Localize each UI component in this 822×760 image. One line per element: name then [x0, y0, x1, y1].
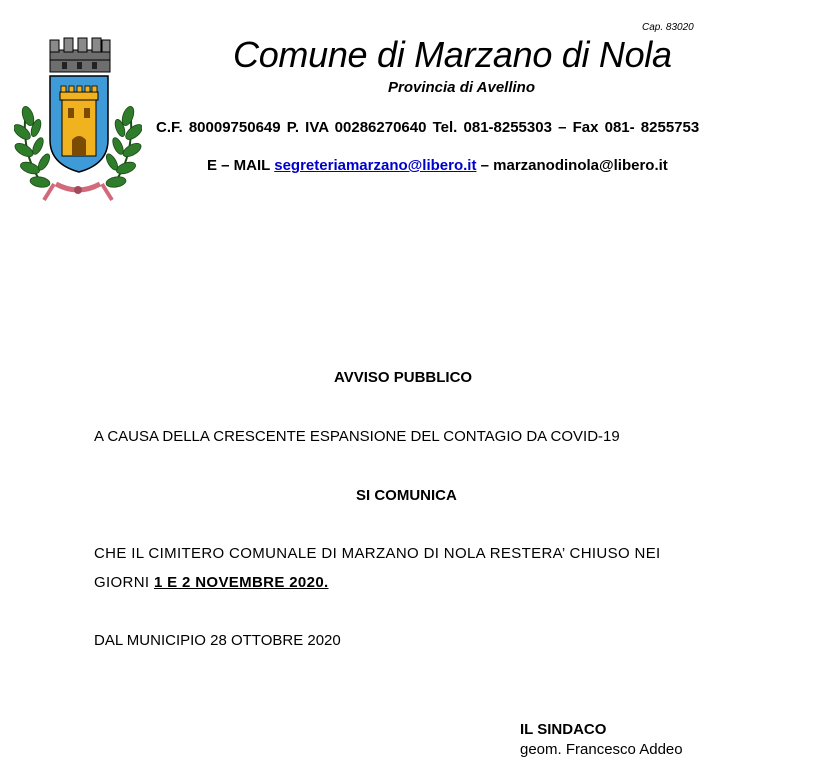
email-prefix: E – MAIL: [207, 157, 275, 174]
email-separator: –: [476, 157, 494, 174]
mural-crown-icon: [50, 38, 110, 72]
issue-date-line: DAL MUNICIPIO 28 OTTOBRE 2020: [94, 632, 341, 649]
email-primary-link[interactable]: segreteriamarzano@libero.it: [274, 157, 477, 174]
postal-code: Cap. 83020: [642, 22, 694, 33]
ribbon-icon: [44, 184, 112, 200]
email-secondary: marzanodinola@libero.it: [493, 157, 668, 174]
closure-line-2: [94, 574, 329, 591]
municipal-coat-of-arms-icon: [14, 36, 142, 204]
municipality-title: Comune di Marzano di Nola: [233, 34, 672, 75]
notice-cause: A CAUSA DELLA CRESCENTE ESPANSIONE DEL CONTAGIO DA COVID-19: [94, 428, 620, 445]
closure-dates: 1 E 2 NOVEMBRE 2020.: [153, 574, 329, 591]
notice-title: AVVISO PUBBLICO: [334, 369, 473, 386]
email-line: [207, 157, 668, 174]
tax-ids-and-phone: C.F. 80009750649 P. IVA 00286270640 Tel. 081-8255303 – Fax 081- 8255753: [156, 119, 700, 136]
closure-line-1: CHE IL CIMITERO COMUNALE DI MARZANO DI NOLA RESTERA’ CHIUSO NEI: [94, 545, 661, 562]
coat-of-arms-graphic: [14, 36, 142, 204]
province-name: Provincia di Avellino: [388, 79, 535, 96]
signature-role: IL SINDACO: [520, 721, 607, 738]
laurel-branch-right-icon: [104, 105, 142, 189]
tower-icon: [60, 86, 98, 156]
laurel-branch-left-icon: [14, 105, 52, 189]
signature-name: geom. Francesco Addeo: [520, 741, 683, 758]
notice-announcement: SI COMUNICA: [356, 487, 457, 504]
closure-line-2-prefix: GIORNI: [94, 574, 154, 591]
shield-icon: [50, 76, 108, 172]
